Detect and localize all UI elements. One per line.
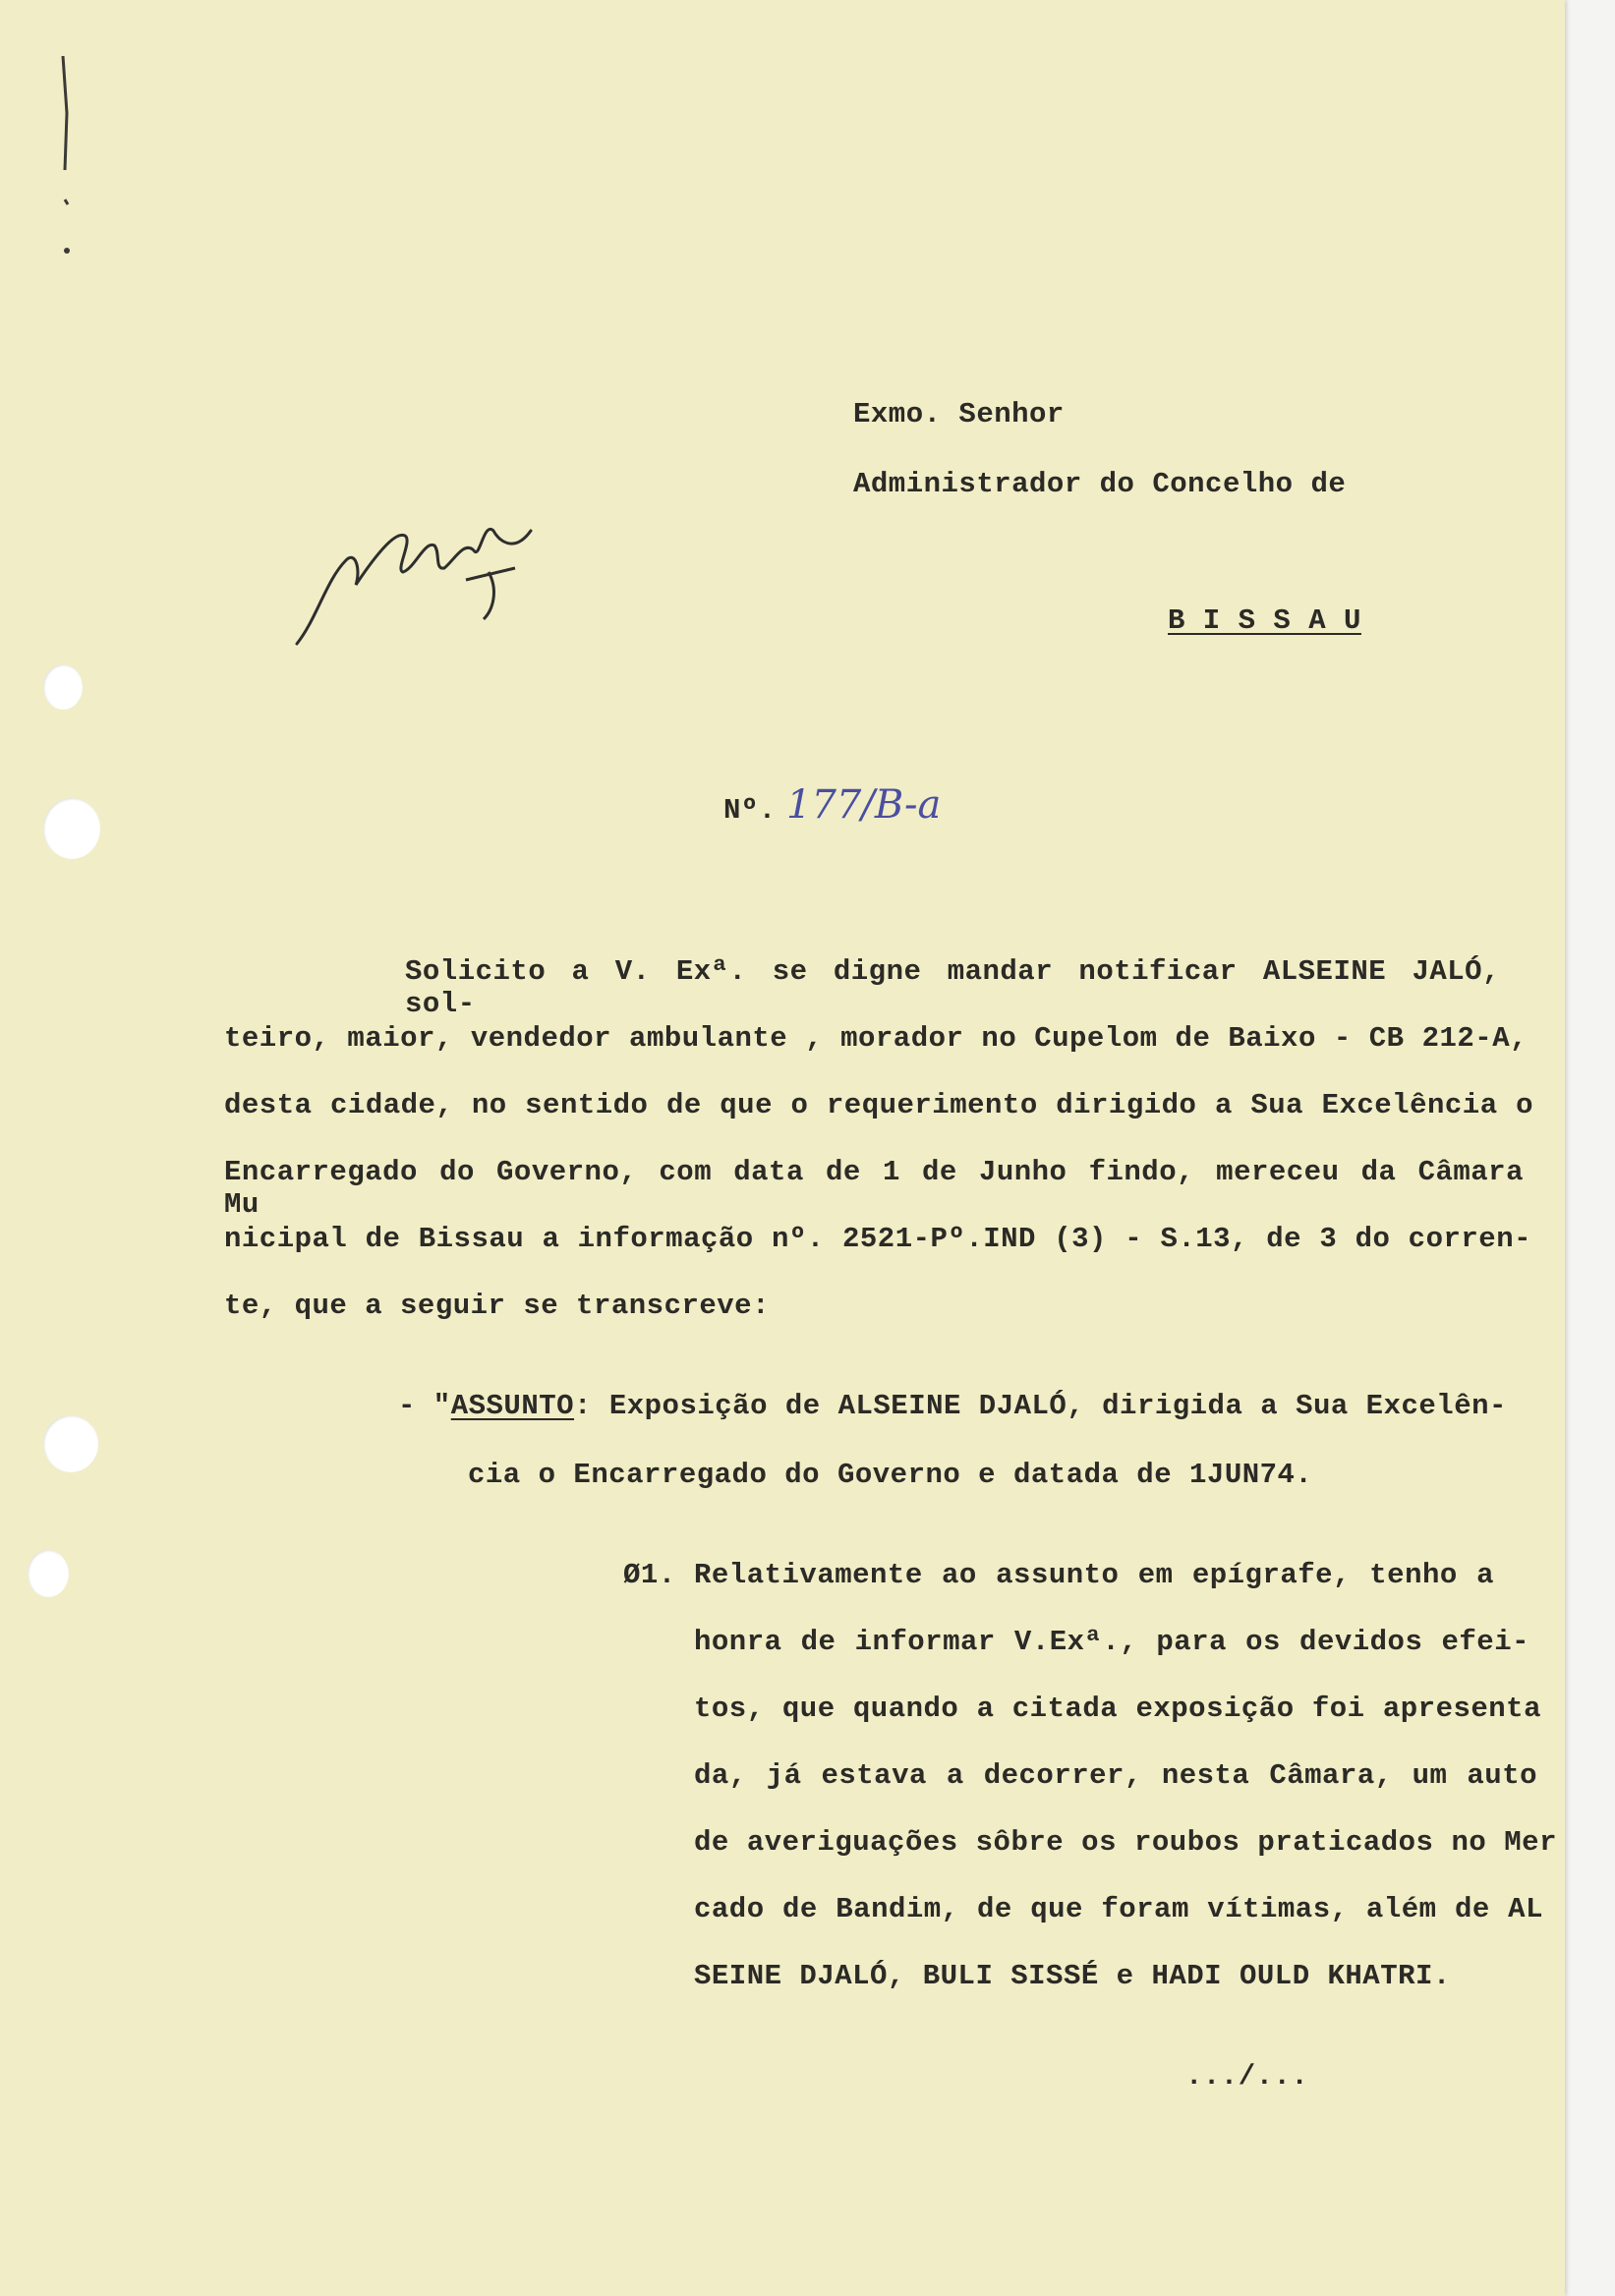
- punch-hole: [43, 664, 83, 710]
- subject-line: [398, 1390, 1507, 1422]
- scan-background: [1565, 0, 1615, 2296]
- paragraph-number: Ø1.: [623, 1559, 676, 1591]
- punch-hole: [43, 798, 100, 859]
- addressee-title: Administrador do Concelho de: [853, 468, 1347, 500]
- addressee-place: B I S S A U: [1168, 604, 1361, 637]
- paragraph-line: de averiguações sôbre os roubos praticados no Mer: [694, 1826, 1557, 1859]
- body-line: te, que a seguir se transcreve:: [224, 1290, 770, 1322]
- subject-line-2: cia o Encarregado do Governo e datada de 1JUN74.: [468, 1459, 1313, 1491]
- body-line: desta cidade, no sentido de que o requerimento dirigido a Sua Excelência o: [224, 1089, 1533, 1121]
- paragraph-line: tos, que quando a citada exposição foi apresenta: [694, 1693, 1541, 1725]
- margin-mark-icon: [51, 54, 90, 260]
- reference-label: Nº.: [723, 794, 777, 827]
- body-line: nicipal de Bissau a informação nº. 2521-Pº.IND (3) - S.13, de 3 do corren-: [224, 1223, 1531, 1255]
- body-line: Solicito a V. Exª. se digne mandar notificar ALSEINE JALÓ, sol-: [405, 955, 1500, 1020]
- subject-text: : Exposição de ALSEINE DJALÓ, dirigida a Sua Excelên-: [574, 1390, 1507, 1422]
- punch-hole: [43, 1415, 98, 1472]
- continuation-mark: .../...: [1185, 2060, 1309, 2093]
- paragraph-line: Relativamente ao assunto em epígrafe, tenho a: [694, 1559, 1494, 1591]
- paragraph-line: honra de informar V.Exª., para os devidos efei-: [694, 1626, 1529, 1658]
- reference-number-handwritten: 177/B-a: [786, 782, 942, 828]
- paragraph-line: cado de Bandim, de que foram vítimas, além de AL: [694, 1893, 1543, 1925]
- body-line: teiro, maior, vendedor ambulante , morador no Cupelom de Baixo - CB 212-A,: [224, 1022, 1528, 1055]
- addressee-salutation: Exmo. Senhor: [853, 398, 1065, 430]
- body-line: Encarregado do Governo, com data de 1 de Junho findo, mereceu da Câmara Mu: [224, 1156, 1524, 1221]
- signature-mark: [287, 462, 543, 659]
- subject-prefix: - ": [398, 1390, 451, 1422]
- subject-label: ASSUNTO: [450, 1390, 575, 1422]
- paragraph-line: da, já estava a decorrer, nesta Câmara, um auto: [694, 1759, 1537, 1792]
- punch-hole: [28, 1550, 69, 1597]
- paragraph-line: SEINE DJALÓ, BULI SISSÉ e HADI OULD KHATRI.: [694, 1960, 1451, 1992]
